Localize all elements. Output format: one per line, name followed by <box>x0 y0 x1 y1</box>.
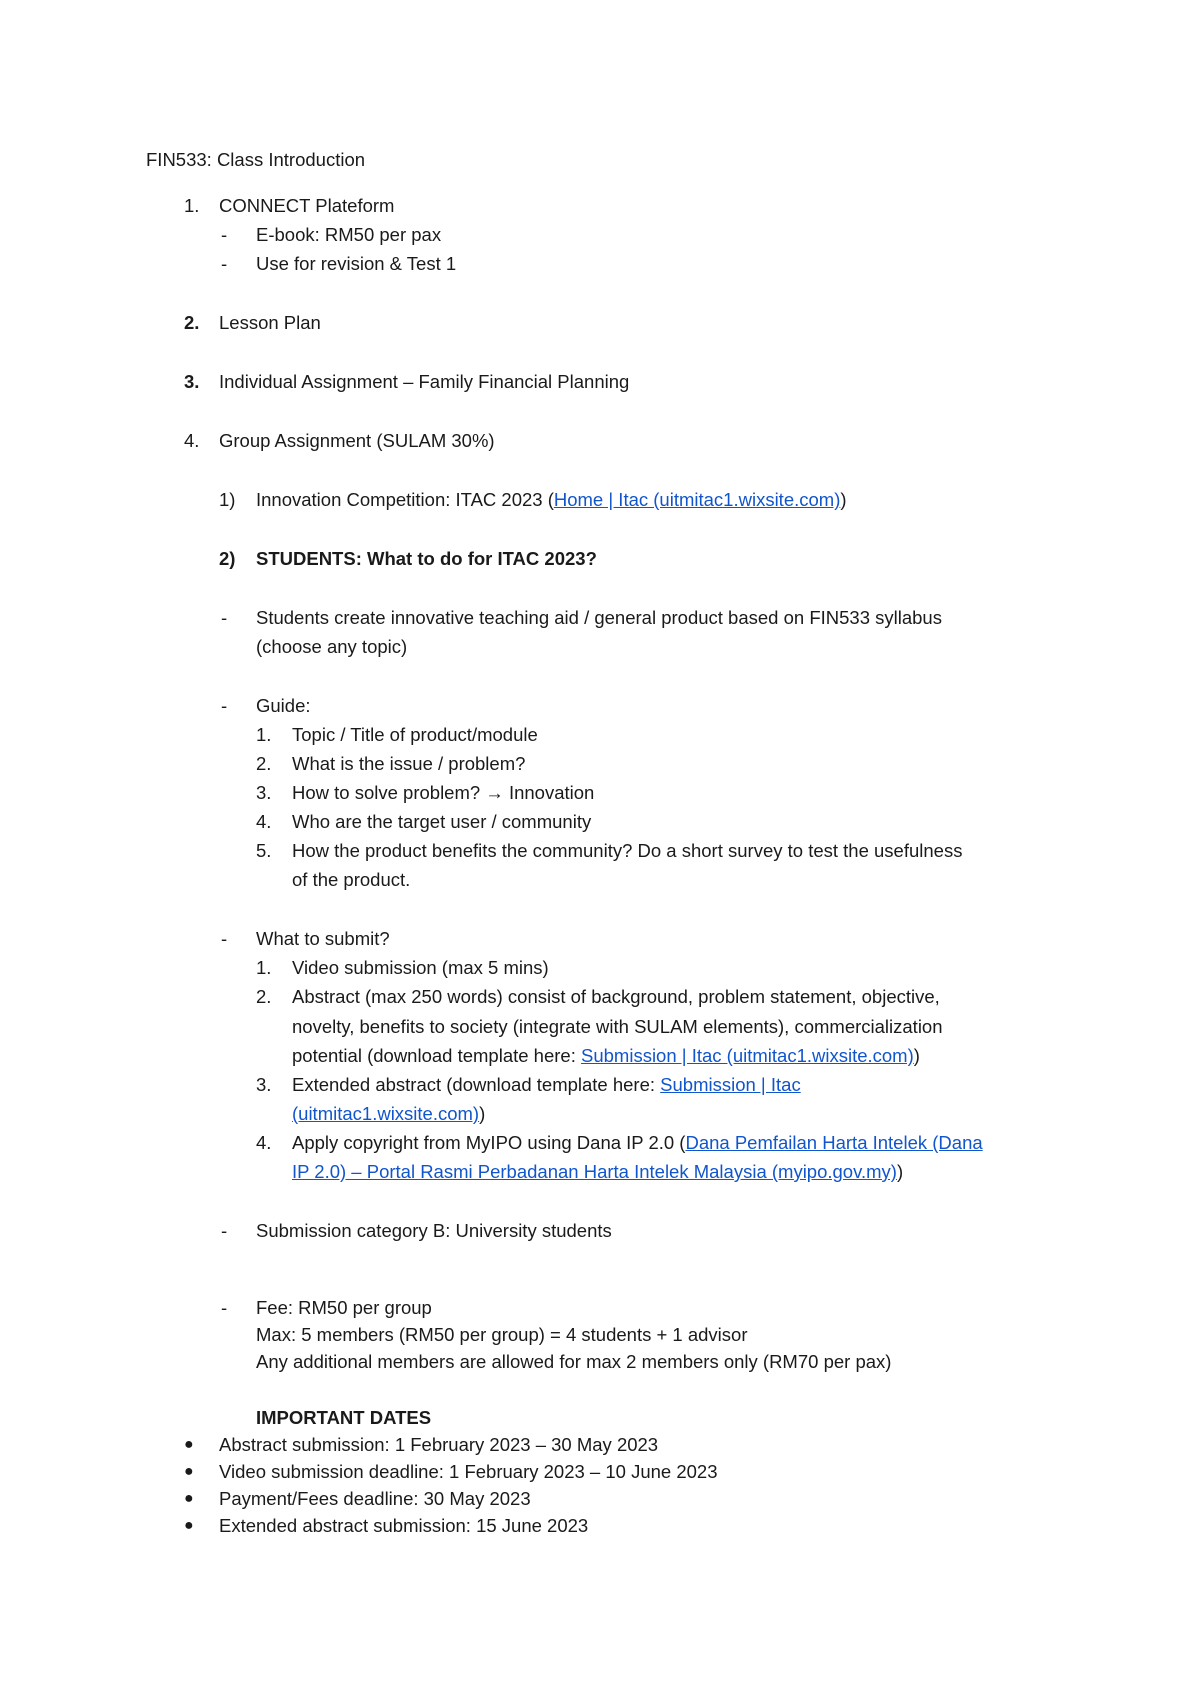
bullet-icon: ● <box>184 1490 194 1507</box>
date-item: Abstract submission: 1 February 2023 – 30 May 2023 <box>219 1434 659 1455</box>
dash-marker: - <box>221 928 228 949</box>
copyright-close: ) <box>896 1161 904 1182</box>
fee-line-1: Fee: RM50 per group <box>256 1297 432 1318</box>
sub-revision: Use for revision & Test 1 <box>256 253 457 274</box>
guide-item: Topic / Title of product/module <box>292 724 538 745</box>
date-item: Video submission deadline: 1 February 2023 – 10 June 2023 <box>219 1461 718 1482</box>
submit-number: 3. <box>256 1074 272 1095</box>
abstract-text: potential (download template here: <box>292 1045 581 1066</box>
submit-label: What to submit? <box>256 928 390 949</box>
dash-marker: - <box>221 253 228 274</box>
date-item: Payment/Fees deadline: 30 May 2023 <box>219 1488 531 1509</box>
important-dates-heading: IMPORTANT DATES <box>256 1407 432 1428</box>
students-heading: STUDENTS: What to do for ITAC 2023? <box>256 548 597 569</box>
guide-number: 4. <box>256 811 272 832</box>
item-group-assignment: Group Assignment (SULAM 30%) <box>219 430 495 451</box>
submit-number: 1. <box>256 957 272 978</box>
guide-item: Who are the target user / community <box>292 811 592 832</box>
item-lesson-plan: Lesson Plan <box>219 312 321 333</box>
students-text-2: (choose any topic) <box>256 636 408 657</box>
item-number: 2. <box>184 312 200 333</box>
itac-text: Innovation Competition: ITAC 2023 ( <box>256 489 554 510</box>
dash-marker: - <box>221 607 228 628</box>
submit-number: 4. <box>256 1132 272 1153</box>
submit-copyright-2 <box>292 1160 903 1184</box>
myipo-link-cont[interactable]: IP 2.0) – Portal Rasmi Perbadanan Harta Intelek Malaysia (myipo.gov.my) <box>292 1161 897 1182</box>
abstract-close: ) <box>913 1045 920 1066</box>
submission-category: Submission category B: University students <box>256 1220 612 1241</box>
guide-number: 2. <box>256 753 272 774</box>
dash-marker: - <box>221 1297 228 1318</box>
item-number: 3. <box>184 371 200 392</box>
guide-label: Guide: <box>256 695 311 716</box>
dash-marker: - <box>221 1220 228 1241</box>
submit-abstract-2: novelty, benefits to society (integrate with SULAM elements), commercialization <box>292 1016 943 1037</box>
submit-extended-1 <box>292 1073 801 1097</box>
itac-line <box>256 488 847 512</box>
students-text-1: Students create innovative teaching aid / general product based on FIN533 syllabus <box>256 607 942 628</box>
submit-number: 2. <box>256 986 272 1007</box>
sub-number: 2) <box>219 548 236 569</box>
submit-abstract-1: Abstract (max 250 words) consist of background, problem statement, objective, <box>292 986 940 1007</box>
bullet-icon: ● <box>184 1436 194 1453</box>
fee-line-2: Max: 5 members (RM50 per group) = 4 students + 1 advisor <box>256 1324 748 1345</box>
item-individual-assignment: Individual Assignment – Family Financial Planning <box>219 371 630 392</box>
guide-number: 3. <box>256 782 272 803</box>
submit-video: Video submission (max 5 mins) <box>292 957 549 978</box>
extended-template-link-cont[interactable]: (uitmitac1.wixsite.com) <box>292 1103 480 1124</box>
extended-template-link[interactable]: Submission | Itac <box>660 1074 801 1095</box>
sub-ebook: E-book: RM50 per pax <box>256 224 442 245</box>
extended-close: ) <box>479 1103 486 1124</box>
dash-marker: - <box>221 695 228 716</box>
item-connect: CONNECT Plateform <box>219 195 395 216</box>
bullet-icon: ● <box>184 1517 194 1534</box>
guide-number: 5. <box>256 840 272 861</box>
extended-text: Extended abstract (download template here: <box>292 1074 661 1095</box>
dash-marker: - <box>221 224 228 245</box>
guide-item: How the product benefits the community? Do a short survey to test the usefulness <box>292 840 963 861</box>
fee-line-3: Any additional members are allowed for max 2 members only (RM70 per pax) <box>256 1351 892 1372</box>
submit-copyright-1 <box>292 1131 983 1155</box>
date-item: Extended abstract submission: 15 June 2023 <box>219 1515 589 1536</box>
guide-item-cont: of the product. <box>292 869 411 890</box>
itac-close: ) <box>840 489 847 510</box>
myipo-link[interactable]: Dana Pemfailan Harta Intelek (Dana <box>685 1132 983 1153</box>
guide-item: What is the issue / problem? <box>292 753 526 774</box>
submit-extended-2 <box>292 1102 485 1126</box>
copyright-text: Apply copyright from MyIPO using Dana IP 2.0 ( <box>292 1132 686 1153</box>
submit-abstract-3 <box>292 1044 920 1068</box>
item-number: 1. <box>184 195 200 216</box>
guide-item: How to solve problem? → Innovation <box>292 782 595 803</box>
page-title: FIN533: Class Introduction <box>146 149 366 170</box>
itac-home-link[interactable]: Home | Itac (uitmitac1.wixsite.com) <box>553 489 841 510</box>
guide-number: 1. <box>256 724 272 745</box>
sub-number: 1) <box>219 489 236 510</box>
abstract-template-link[interactable]: Submission | Itac (uitmitac1.wixsite.com) <box>581 1045 914 1066</box>
item-number: 4. <box>184 430 200 451</box>
bullet-icon: ● <box>184 1463 194 1480</box>
